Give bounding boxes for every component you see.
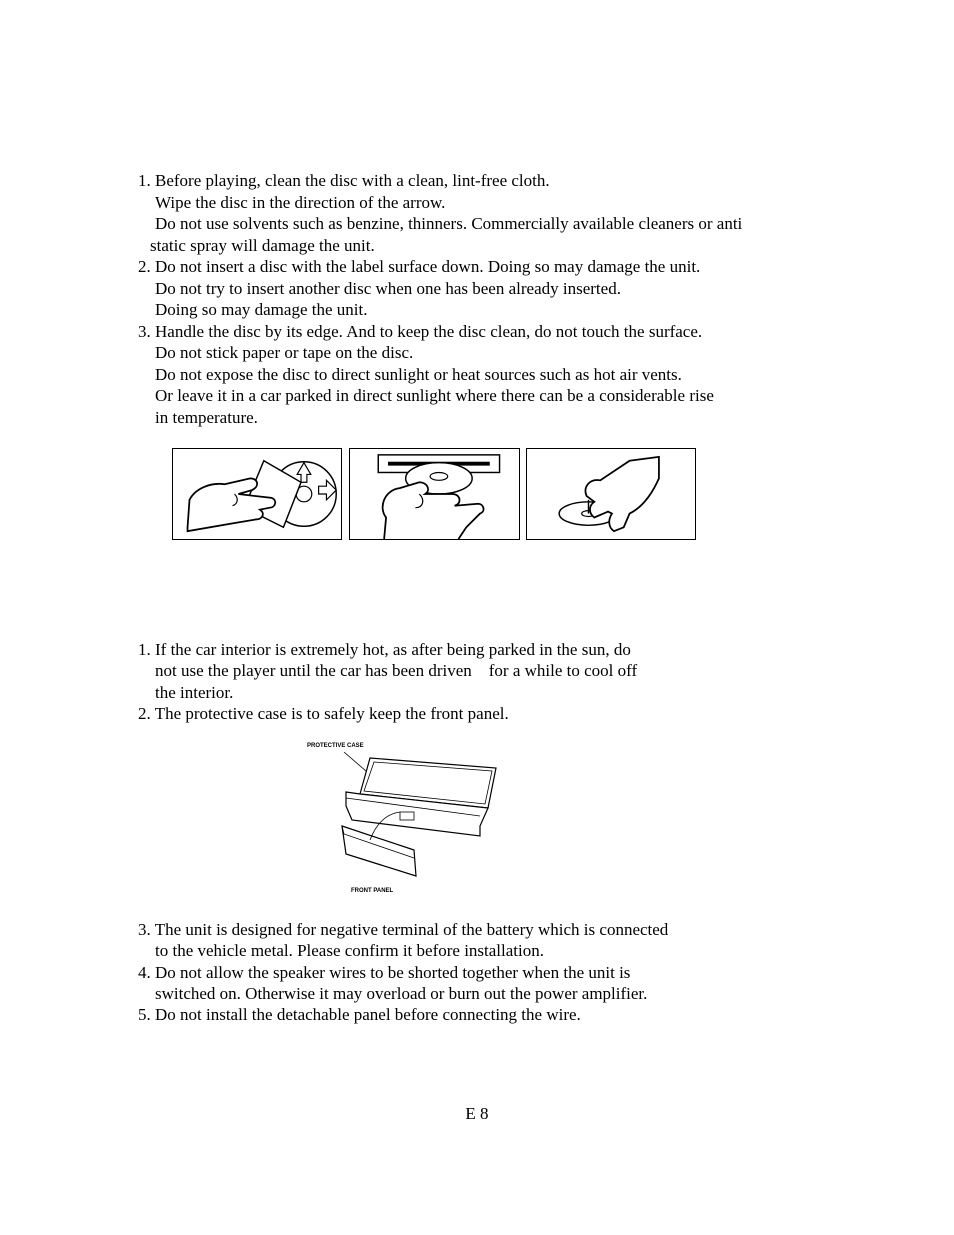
hand-wiping-disc-icon xyxy=(173,449,341,539)
hand-holding-disc-icon xyxy=(527,449,695,539)
precaution-line: switched on. Otherwise it may overload or burn out the power amplifier. xyxy=(155,984,648,1003)
precaution-line: 1. If the car interior is extremely hot, as after being parked in the sun, do xyxy=(138,640,631,659)
precaution-line: to the vehicle metal. Please confirm it before installation. xyxy=(155,941,544,960)
protective-case-label: PROTECTIVE CASE xyxy=(307,743,364,749)
disc-slot-icon xyxy=(350,449,519,539)
disc-care-line: Do not try to insert another disc when one has been already inserted. xyxy=(155,279,621,298)
precaution-line: the interior. xyxy=(155,683,234,702)
disc-care-line: 1. Before playing, clean the disc with a clean, lint-free cloth. xyxy=(138,171,550,190)
page-number: E 8 xyxy=(465,1104,489,1123)
disc-care-line: Wipe the disc in the direction of the arrow. xyxy=(155,193,446,212)
disc-care-line: Doing so may damage the unit. xyxy=(155,300,368,319)
precaution-line: 2. The protective case is to safely keep the front panel. xyxy=(138,704,509,723)
disc-care-line: static spray will damage the unit. xyxy=(150,236,375,255)
wipe-disc-illustration xyxy=(172,448,342,540)
hold-disc-edge-illustration xyxy=(526,448,696,540)
disc-care-line: Do not stick paper or tape on the disc. xyxy=(155,343,414,362)
precaution-line: 3. The unit is designed for negative terminal of the battery which is connected xyxy=(138,920,669,939)
precaution-line: 5. Do not install the detachable panel before connecting the wire. xyxy=(138,1005,581,1024)
protective-case-icon xyxy=(330,748,505,888)
disc-care-line: 3. Handle the disc by its edge. And to keep the disc clean, do not touch the surface. xyxy=(138,322,703,341)
disc-care-line: Do not use solvents such as benzine, thinners. Commercially available cleaners or anti xyxy=(155,214,743,233)
disc-care-line: Or leave it in a car parked in direct sunlight where there can be a considerable rise xyxy=(155,386,714,405)
front-panel-label: FRONT PANEL xyxy=(351,888,394,894)
disc-care-line: Do not expose the disc to direct sunlight or heat sources such as hot air vents. xyxy=(155,365,682,384)
disc-care-line: 2. Do not insert a disc with the label surface down. Doing so may damage the unit. xyxy=(138,257,701,276)
precaution-line: 4. Do not allow the speaker wires to be shorted together when the unit is xyxy=(138,963,631,982)
disc-care-line: in temperature. xyxy=(155,408,258,427)
precaution-line: not use the player until the car has been driven for a while to cool off xyxy=(155,661,638,680)
insert-disc-illustration xyxy=(349,448,520,540)
